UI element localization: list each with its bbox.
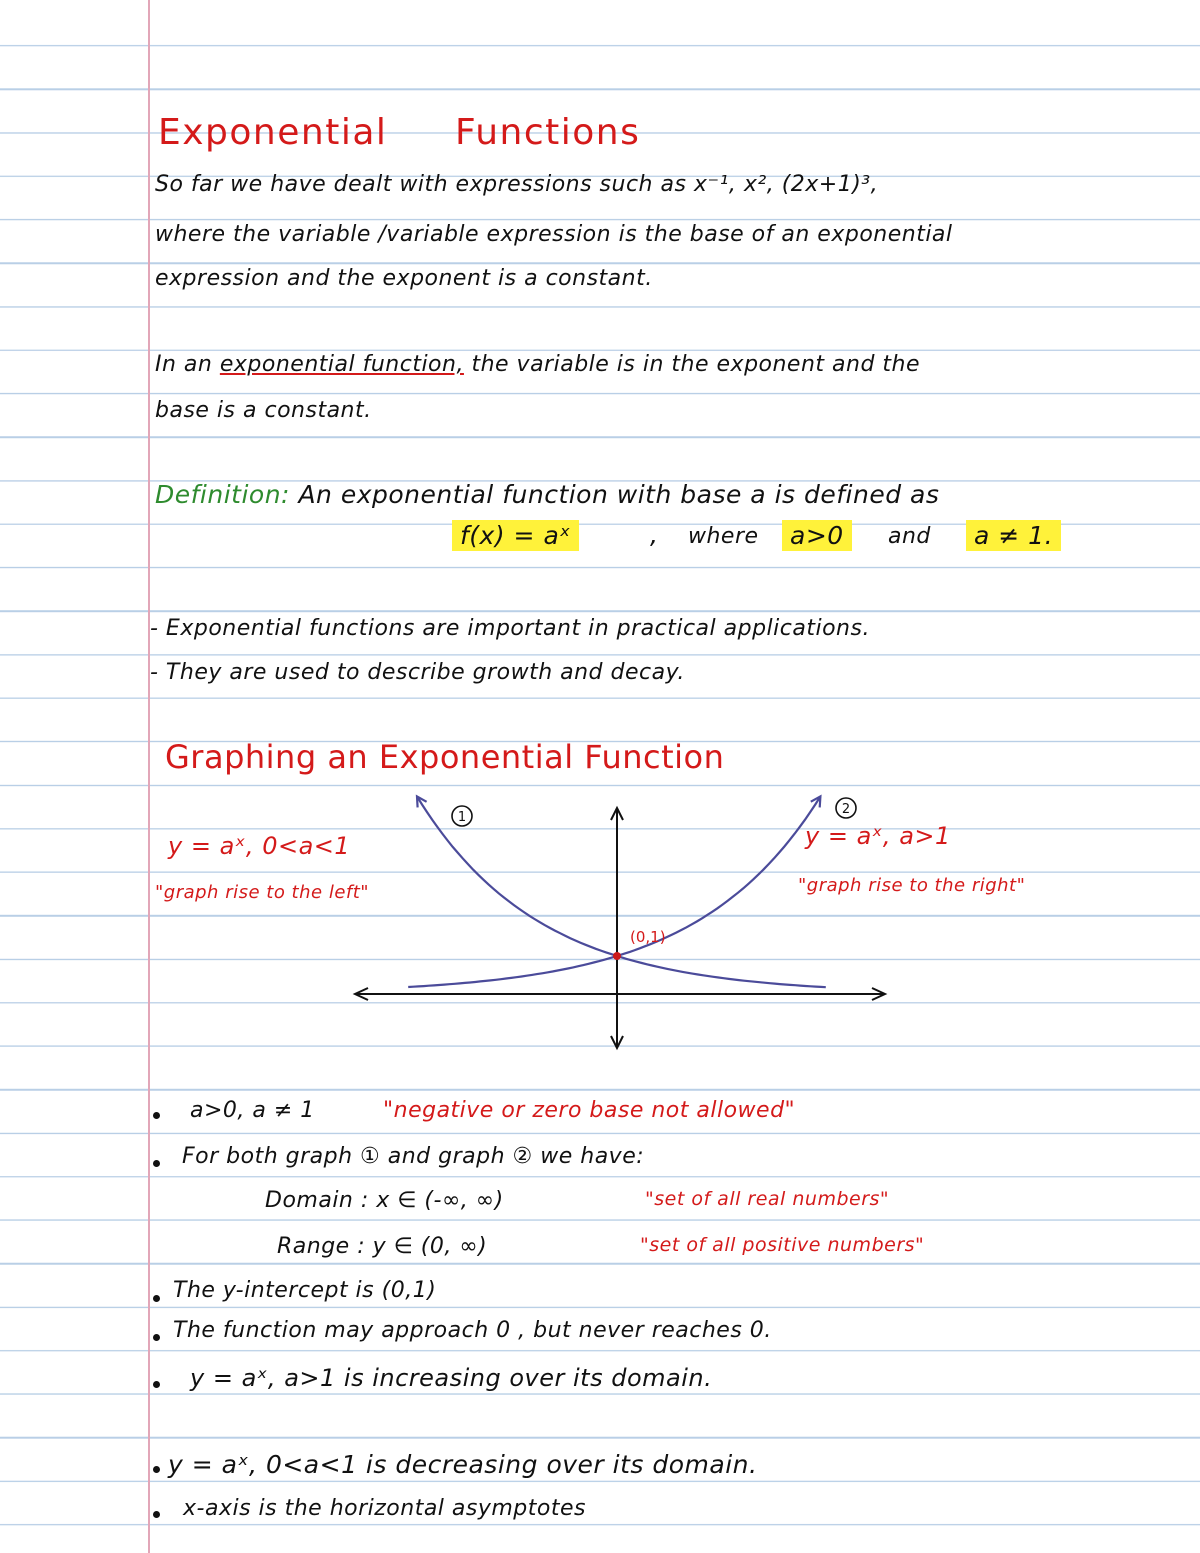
property-approach-zero: The function may approach 0 , but never reaches 0. [173,1318,772,1343]
decay-curve [417,796,826,987]
exponential-graph [340,780,920,1060]
bullet-4 [153,1334,160,1341]
intro-line-3: expression and the exponent is a constant. [155,266,653,291]
bullet-1 [153,1112,160,1119]
statement-rest: the variable is in the exponent and the [471,352,921,377]
statement-line-1 [155,352,920,377]
property-domain-note: "set of all real numbers" [645,1188,890,1210]
definition-text: An exponential function with base a is defined as [298,480,940,509]
property-asymptote: x-axis is the horizontal asymptotes [183,1496,586,1521]
bullet-3 [153,1295,160,1302]
definition-cond2: a ≠ 1. [966,520,1061,551]
y-intercept-point [613,952,621,960]
definition-comma: , [650,520,659,549]
property-base: a>0, a ≠ 1 [190,1098,315,1123]
marker-2-label: 2 [841,802,851,817]
left-graph-label: y = aˣ, 0<a<1 [168,832,351,860]
bullet-7 [153,1511,160,1518]
bullet-2 [153,1160,160,1167]
point-label: (0,1) [630,928,666,946]
definition-cond1: a>0 [782,520,852,551]
property-range: Range : y ∈ (0, ∞) [277,1234,488,1259]
right-graph-caption: "graph rise to the right" [798,875,1026,896]
graphing-title: Graphing an Exponential Function [165,738,725,776]
property-domain: Domain : x ∈ (-∞, ∞) [265,1188,504,1213]
bullet-6 [153,1466,160,1473]
property-both-graphs: For both graph ① and graph ② we have: [182,1144,645,1169]
left-graph-caption: "graph rise to the left" [155,882,370,903]
marker-1-label: 1 [457,810,467,825]
definition-line [155,480,939,509]
intro-line-1: So far we have dealt with expressions such as x⁻¹, x², (2x+1)³, [155,172,879,197]
property-increasing: y = aˣ, a>1 is increasing over its domain. [190,1364,713,1392]
margin-line [148,0,150,1553]
property-decreasing: y = aˣ, 0<a<1 is decreasing over its domain. [168,1450,758,1479]
intro-line-2: where the variable /variable expression is the base of an exponential [155,222,953,247]
statement-term: exponential function, [219,352,464,377]
property-base-note: "negative or zero base not allowed" [383,1098,796,1123]
definition-formula: f(x) = aˣ [452,520,579,551]
property-y-intercept: The y-intercept is (0,1) [173,1278,437,1303]
bullet-5 [153,1381,160,1388]
note-2: - They are used to describe growth and decay. [150,660,685,685]
title-functions: Functions [455,112,641,153]
title-exponential: Exponential [158,112,388,153]
property-range-note: "set of all positive numbers" [640,1234,925,1256]
definition-where: where [688,524,759,549]
statement-lead: In an [155,352,213,377]
right-graph-label: y = aˣ, a>1 [805,822,951,850]
note-1: - Exponential functions are important in practical applications. [150,616,870,641]
definition-and: and [888,524,931,549]
statement-line-2: base is a constant. [155,398,372,423]
definition-label: Definition: [155,480,290,509]
